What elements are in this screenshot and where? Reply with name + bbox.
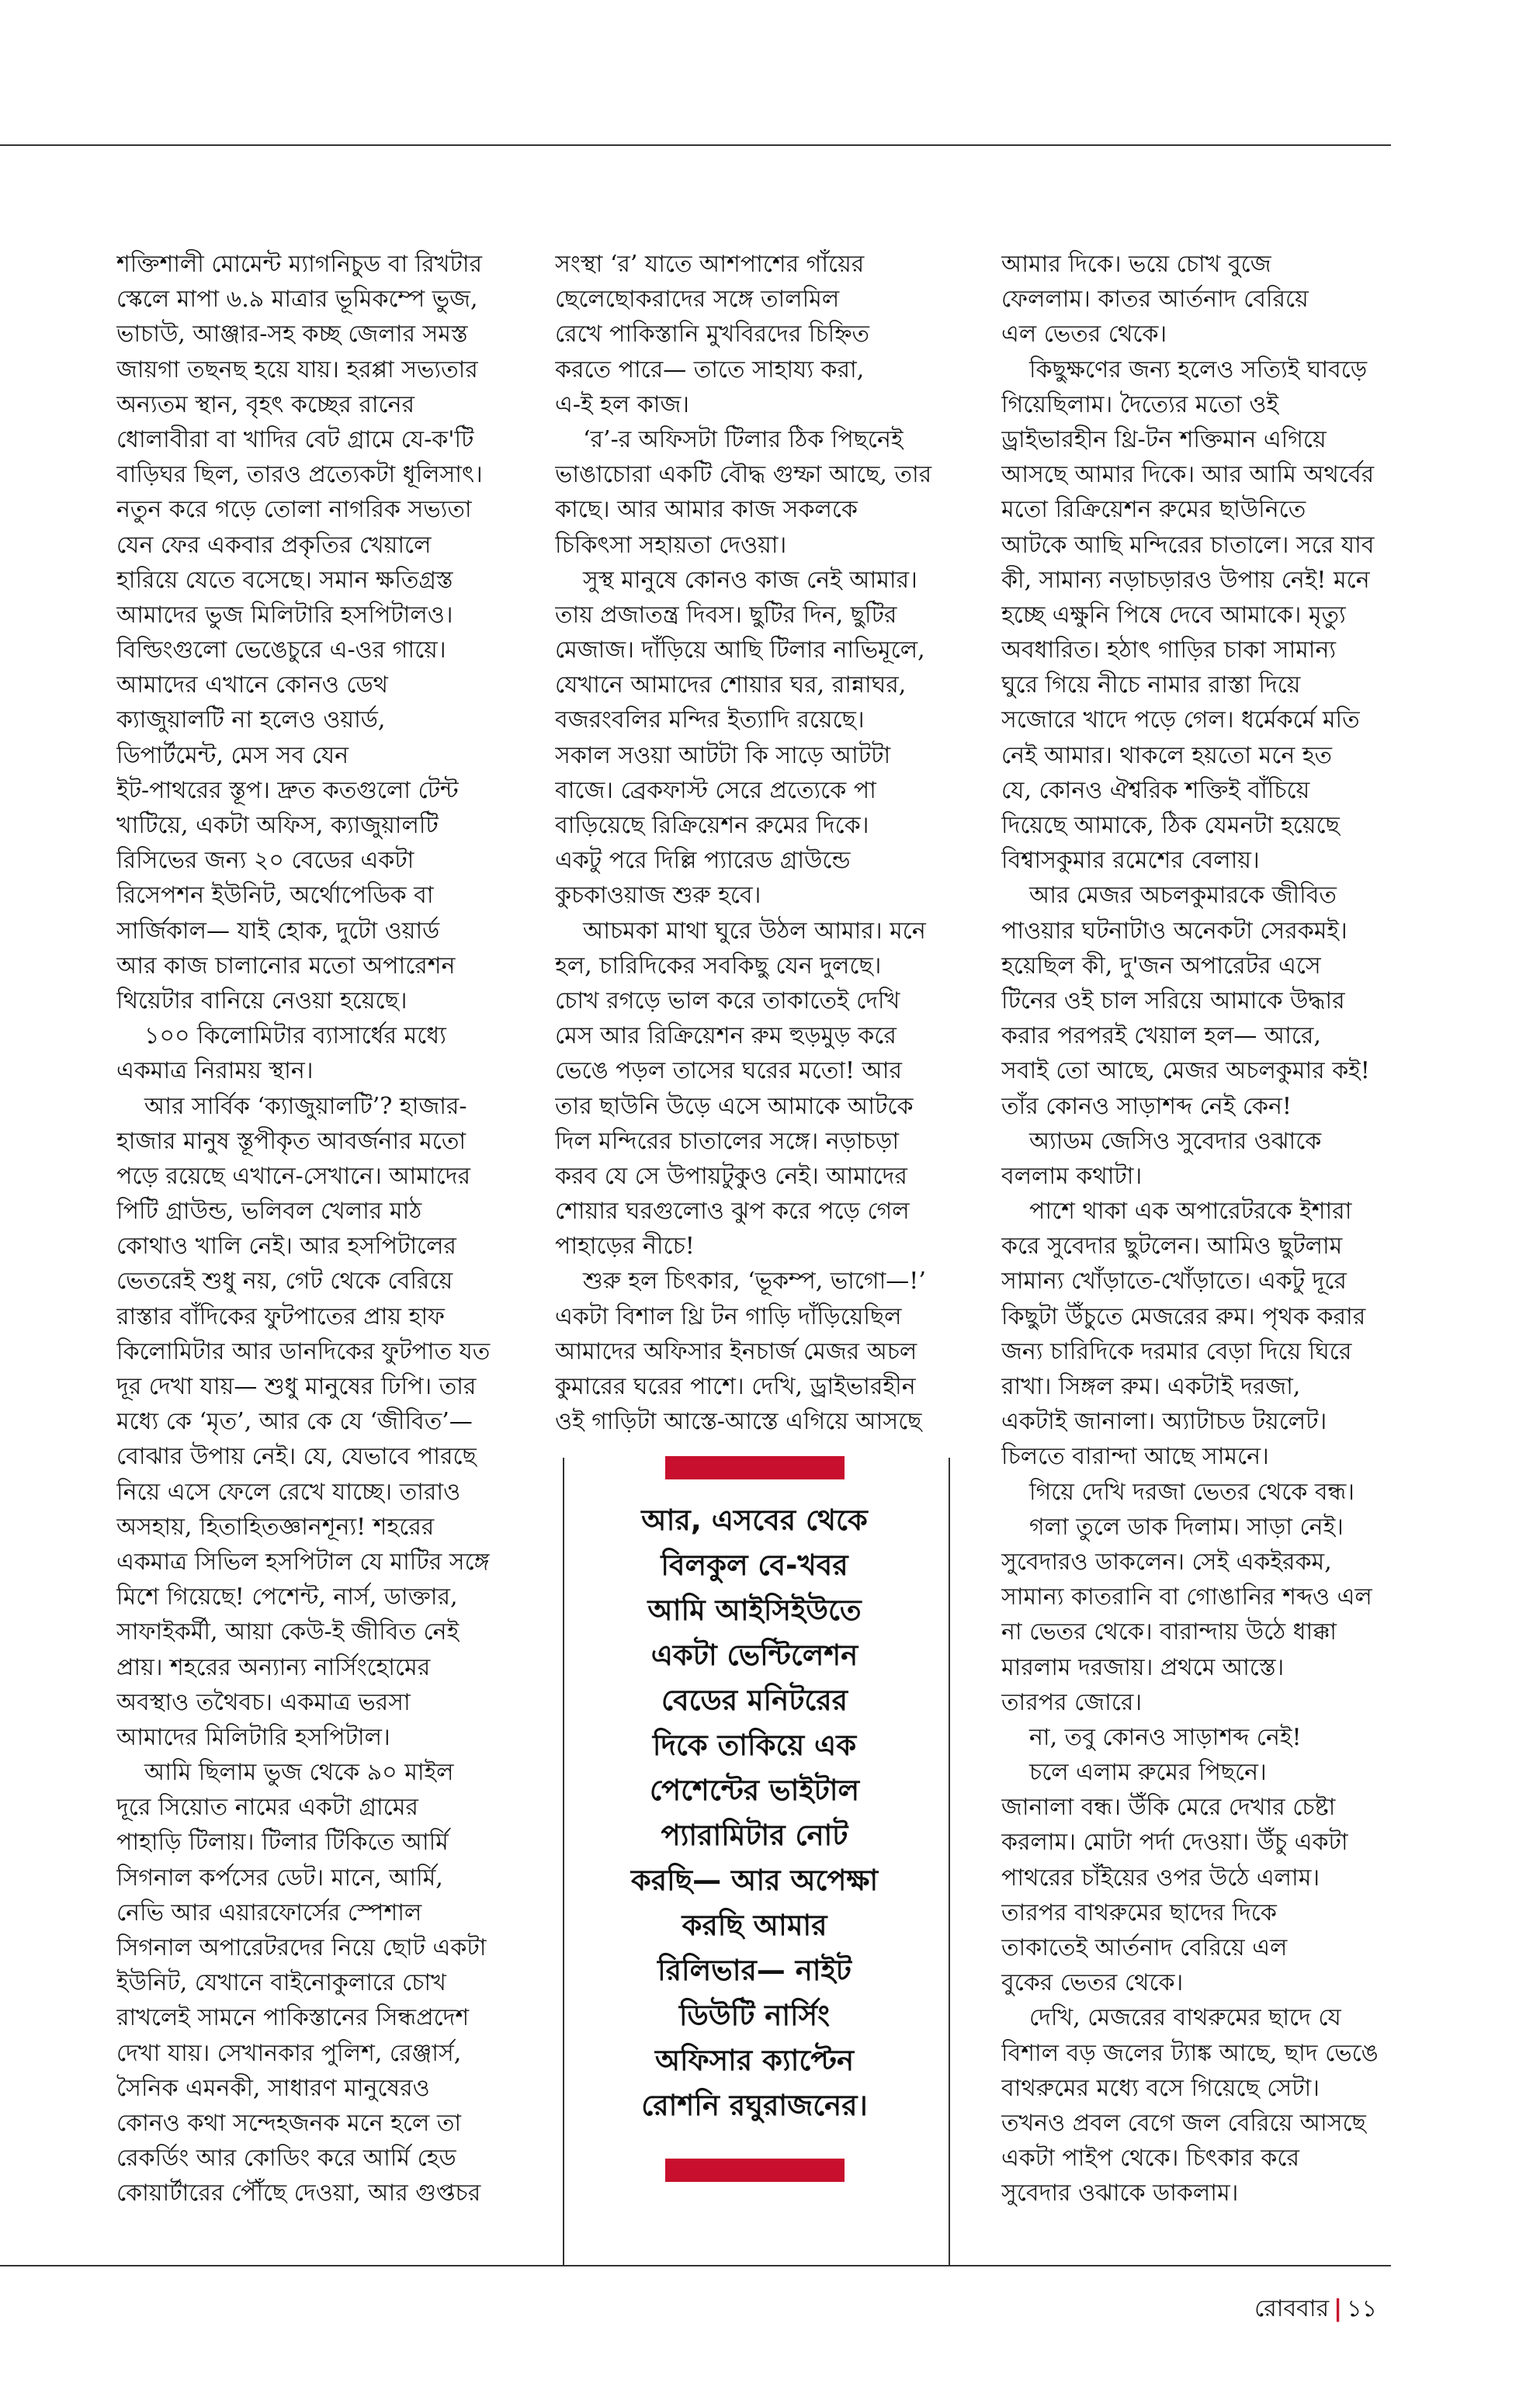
article-line: আমাদের ভুজ মিলিটারি হসপিটালও। [116,601,453,629]
pullquote-line: করছি— আর অপেক্ষা [630,1864,879,1897]
article-line: ধোলাবীরা বা খাদির বেট গ্রামে যে-ক'টি [116,425,474,453]
article-line: পাহাড়ের নীচে! [555,1233,695,1261]
article-line: ‘র’-র অফিসটা টিলার ঠিক পিছনেই [583,425,904,453]
article-line: আমাদের মিলিটারি হসপিটাল। [116,1723,390,1751]
article-line: শোয়ার ঘরগুলোও ঝুপ করে পড়ে গেল [555,1198,910,1226]
article-line: চিলতে বারান্দা আছে সামনে। [1001,1443,1269,1471]
article-line: অ্যাডম জেসিও সুবেদার ওঝাকে [1029,1127,1322,1155]
article-line: কুচকাওয়াজ শুরু হবে। [555,882,761,910]
pullquote-top-bar [665,1456,845,1479]
article-line: তায় প্রজাতন্ত্র দিবস। ছুটির দিন, ছুটির [555,601,897,629]
article-line: কোনও কথা সন্দেহজনক মনে হলে তা [116,2109,462,2137]
article-line: দেখা যায়। সেখানকার পুলিশ, রেঞ্জার্স, [116,2039,462,2067]
article-line: করে সুবেদার ছুটলেন। আমিও ছুটলাম [1001,1233,1343,1261]
pullquote-line: বিলকুল বে-খবর [661,1549,848,1582]
article-line: একমাত্র সিভিল হসপিটাল যে মাটির সঙ্গে [116,1548,490,1576]
article-line: একটু পরে দিল্লি প্যারেড গ্রাউন্ডে [555,847,851,875]
article-line: মেস আর রিক্রিয়েশন রুম হুড়মুড় করে [555,1022,897,1050]
article-line: রাখলেই সামনে পাকিস্তানের সিন্ধপ্রদেশ [116,2004,470,2032]
article-line: টিনের ওই চাল সরিয়ে আমাকে উদ্ধার [1001,987,1345,1014]
article-line: ইউনিট, যেখানে বাইনোকুলারে চোখ [116,1969,446,1997]
article-line: বাজে। ব্রেকফাস্ট সেরে প্রত্যেকে পা [555,776,876,804]
article-line: তাঁর কোনও সাড়াশব্দ নেই কেন! [1001,1092,1292,1120]
footer-separator: | [1334,2295,1343,2322]
article-line: অসহায়, হিতাহিতজ্ঞানশূন্য! শহরের [116,1513,435,1541]
article-line: শক্তিশালী মোমেন্ট ম্যাগনিচুড বা রিখটার [116,251,483,278]
article-line: সবাই তো আছে, মেজর অচলকুমার কই! [1001,1057,1370,1085]
article-line: তখনও প্রবল বেগে জল বেরিয়ে আসছে [1001,2109,1366,2137]
pullquote [584,1498,925,2128]
article-line: সার্জিকাল— যাই হোক, দুটো ওয়ার্ড [116,917,440,945]
article-line: বুকের ভেতর থেকে। [1001,1969,1184,1997]
article-line: সুবেদারও ডাকলেন। সেই একইরকম, [1001,1548,1332,1576]
article-line: শুরু হল চিৎকার, ‘ভূকম্প, ভাগো—!’ [583,1268,926,1295]
article-line: গলা তুলে ডাক দিলাম। সাড়া নেই। [1029,1513,1344,1541]
article-line: সুবেদার ওঝাকে ডাকলাম। [1001,2180,1239,2207]
article-line: আচমকা মাথা ঘুরে উঠল আমার। মনে [583,917,926,945]
pullquote-line: পেশেন্টের ভাইটাল [649,1774,860,1807]
article-line: সিগনাল অপারেটরদের নিয়ে ছোট একটা [116,1934,487,1961]
pullquote-left-rule [563,1458,564,2265]
article-line: ভেঙে পড়ল তাসের ঘরের মতো! আর [555,1057,903,1085]
article-line: কোথাও খালি নেই। আর হসপিটালের [116,1233,456,1261]
article-line: মারলাম দরজায়। প্রথমে আস্তে। [1001,1653,1285,1681]
article-line: কিলোমিটার আর ডানদিকের ফুটপাত যত [116,1337,491,1365]
article-line: বললাম কথাটা। [1001,1162,1143,1190]
article-line: বাথরুমের মধ্যে বসে গিয়েছে সেটা। [1001,2074,1320,2102]
article-line: দেখি, মেজরের বাথরুমের ছাদে যে [1029,2004,1341,2032]
article-line: মেজাজ। দাঁড়িয়ে আছি টিলার নাভিমূলে, [555,636,925,664]
magazine-name: রোববার [1254,2295,1330,2322]
article-line: নেই আমার। থাকলে হয়তো মনে হত [1001,741,1333,769]
article-line: পিটি গ্রাউন্ড, ভলিবল খেলার মাঠ [116,1198,422,1226]
article-line: রেকর্ডিং আর কোডিং করে আর্মি হেড [116,2145,456,2173]
article-line: ইট-পাথরের স্তূপ। দ্রুত কতগুলো টেন্ট [116,776,459,804]
article-line: সামান্য খোঁড়াতে-খোঁড়াতে। একটু দূরে [1001,1268,1347,1295]
article-line: তাকাতেই আর্তনাদ বেরিয়ে এল [1001,1934,1288,1961]
article-line: বিল্ডিংগুলো ভেঙেচুরে এ-ওর গায়ে। [116,636,446,664]
article-line: হচ্ছে এক্ষুনি পিষে দেবে আমাকে। মৃত্যু [1001,601,1346,629]
article-line: ঘুরে গিয়ে নীচে নামার রাস্তা দিয়ে [1001,671,1301,699]
article-column-2 [555,247,959,1439]
article-line: মতো রিক্রিয়েশন রুমের ছাউনিতে [1001,496,1306,524]
article-line: কুমারের ঘরের পাশে। দেখি, ড্রাইভারহীন [555,1373,916,1400]
article-line: অবস্থাও তথৈবচ। একমাত্র ভরসা [116,1688,411,1716]
article-line: করতে পারে— তাতে সাহায্য করা, [555,355,865,383]
article-line: হাজার মানুষ স্তূপীকৃত আবর্জনার মতো [116,1127,467,1155]
article-line: সৈনিক এমনকী, সাধারণ মানুষেরও [116,2074,430,2102]
article-line: আর সার্বিক ‘ক্যাজুয়ালটি’? হাজার- [144,1092,467,1120]
article-column-1 [116,247,520,2211]
pullquote-line: আমি আইসিইউতে [647,1594,862,1627]
top-rule [0,144,1391,146]
article-line: গিয়েছিলাম। দৈত্যের মতো ওই [1001,390,1279,418]
article-line: ক্যাজুয়ালটি না হলেও ওয়ার্ড, [116,706,386,734]
article-line: সিগনাল কর্পসের ডেট। মানে, আর্মি, [116,1864,443,1892]
article-line: বাড়িয়েছে রিক্রিয়েশন রুমের দিকে। [555,812,869,839]
article-line: দিয়েছে আমাকে, ঠিক যেমনটা হয়েছে [1001,812,1340,839]
article-line: যে, কোনও ঐশ্বরিক শক্তিই বাঁচিয়ে [1001,776,1310,804]
article-line: সুস্থ মানুষে কোনও কাজ নেই আমার। [583,566,917,594]
article-line: কোয়ার্টারের পৌঁছে দেওয়া, আর গুপ্তচর [116,2180,481,2207]
article-line: তারপর বাথরুমের ছাদের দিকে [1001,1899,1277,1927]
article-line: মিশে গিয়েছে! পেশেন্ট, নার্স, ডাক্তার, [116,1583,458,1611]
article-line: সকাল সওয়া আটটা কি সাড়ে আটটা [555,741,891,769]
article-line: একমাত্র নিরাময় স্থান। [116,1057,314,1085]
article-line: হারিয়ে যেতে বসেছে। সমান ক্ষতিগ্রস্ত [116,566,453,594]
bottom-rule [0,2265,1391,2266]
article-line: থিয়েটার বানিয়ে নেওয়া হয়েছে। [116,987,408,1014]
pullquote-line: করছি আমার [682,1909,827,1942]
article-line: আর কাজ চালানোর মতো অপারেশন [116,952,456,980]
article-line: সামান্য কাতরানি বা গোঙানির শব্দও এল [1001,1583,1372,1611]
article-line: রাখা। সিঙ্গল রুম। একটাই দরজা, [1001,1373,1301,1400]
article-line: দিল মন্দিরের চাতালের সঙ্গে। নড়াচড়া [555,1127,900,1155]
article-line: পাথরের চাঁইয়ের ওপর উঠে এলাম। [1001,1864,1320,1892]
page-number: ১১ [1347,2295,1377,2322]
article-line: জানালা বন্ধ। উঁকি মেরে দেখার চেষ্টা [1001,1794,1336,1822]
article-line: ভাচাউ, আঞ্জার-সহ কচ্ছ জেলার সমস্ত [116,321,468,349]
article-line: ভেতরেই শুধু নয়, গেট থেকে বেরিয়ে [116,1268,453,1295]
article-line: একটাই জানালা। অ্যাটাচড টয়লেট। [1001,1408,1327,1436]
article-line: করার পরপরই খেয়াল হল— আরে, [1001,1022,1321,1050]
article-line: আর মেজর অচলকুমারকে জীবিত [1029,882,1337,910]
article-line: রিসেপশন ইউনিট, অর্থোপেডিক বা [116,882,434,910]
article-line: মধ্যে কে ‘মৃত’, আর কে যে ‘জীবিত’— [116,1408,473,1436]
article-line: অবধারিত। হঠাৎ গাড়ির চাকা সামান্য [1001,636,1337,664]
article-line: এল ভেতর থেকে। [1001,321,1167,349]
article-line: নিয়ে এসে ফেলে রেখে যাচ্ছে। তারাও [116,1478,461,1506]
article-line: রিসিভের জন্য ২০ বেডের একটা [116,847,414,875]
pullquote-line: দিকে তাকিয়ে এক [652,1729,857,1762]
article-line: পাহাড়ি টিলায়। টিলার টিকিতে আর্মি [116,1829,449,1857]
article-line: পাশে থাকা এক অপারেটরকে ইশারা [1029,1198,1352,1226]
article-line: যেন ফের একবার প্রকৃতির খেয়ালে [116,531,432,559]
article-line: জন্য চারিদিকে দরমার বেড়া দিয়ে ঘিরে [1001,1337,1352,1365]
article-line: বিশাল বড় জলের ট্যাঙ্ক আছে, ছাদ ভেঙে [1001,2039,1379,2067]
article-line: কাছে। আর আমার কাজ সকলকে [555,496,858,524]
article-line: অন্যতম স্থান, বৃহৎ কচ্ছের রানের [116,390,415,418]
article-line: গিয়ে দেখি দরজা ভেতর থেকে বন্ধ। [1029,1478,1355,1506]
article-line: খাটিয়ে, একটা অফিস, ক্যাজুয়ালটি [116,812,439,839]
article-line: আমি ছিলাম ভুজ থেকে ৯০ মাইল [144,1759,454,1787]
article-line: চিকিৎসা সহায়তা দেওয়া। [555,531,787,559]
pullquote-line: অফিসার ক্যাপ্টেন [654,2044,855,2077]
article-line: ছেলেছোকরাদের সঙ্গে তালমিল [555,286,840,314]
article-line: একটা পাইপ থেকে। চিৎকার করে [1001,2145,1299,2173]
article-line: ডিপার্টমেন্ট, মেস সব যেন [116,741,349,769]
article-line: প্রায়। শহরের অন্যান্য নার্সিংহোমের [116,1653,431,1681]
article-line: ১০০ কিলোমিটার ব্যাসার্ধের মধ্যে [144,1022,446,1050]
article-line: ভাঙাচোরা একটি বৌদ্ধ গুম্ফা আছে, তার [555,461,932,489]
article-line: সাফাইকর্মী, আয়া কেউ-ই জীবিত নেই [116,1618,460,1646]
article-line: বোঝার উপায় নেই। যে, যেভাবে পারছে [116,1443,477,1471]
article-line: না ভেতর থেকে। বারান্দায় উঠে ধাক্কা [1001,1618,1337,1646]
article-line: ওই গাড়িটা আস্তে-আস্তে এগিয়ে আসছে [555,1408,922,1436]
pullquote-line: ডিউটি নার্সিং [678,1999,831,2032]
article-line: যেখানে আমাদের শোয়ার ঘর, রান্নাঘর, [555,671,907,699]
article-line: আমার দিকে। ভয়ে চোখ বুজে [1001,251,1271,278]
article-line: জায়গা তছনছ হয়ে যায়। হরপ্পা সভ্যতার [116,355,478,383]
article-line: করলাম। মোটা পর্দা দেওয়া। উঁচু একটা [1001,1829,1348,1857]
article-line: তারপর জোরে। [1001,1688,1143,1716]
article-line: বজরংবলির মন্দির ইত্যাদি রয়েছে। [555,706,865,734]
article-line: ফেললাম। কাতর আর্তনাদ বেরিয়ে [1001,286,1309,314]
article-line: আটকে আছি মন্দিরের চাতালে। সরে যাব [1001,531,1375,559]
article-line: কী, সামান্য নড়াচড়ারও উপায় নেই! মনে [1001,566,1370,594]
article-line: বাড়িঘর ছিল, তারও প্রত্যেকটা ধূলিসাৎ। [116,461,483,489]
article-line: একটা বিশাল থ্রি টন গাড়ি দাঁড়িয়েছিল [555,1302,902,1330]
article-line: কিছুটা উঁচুতে মেজরের রুম। পৃথক করার [1001,1302,1366,1330]
article-line: আমাদের এখানে কোনও ডেথ [116,671,388,699]
pullquote-bottom-bar [665,2159,845,2182]
article-line: আমাদের অফিসার ইনচার্জ মেজর অচল [555,1337,917,1365]
article-line: আসছে আমার দিকে। আর আমি অথর্বের [1001,461,1375,489]
article-line: সংস্থা ‘র’ যাতে আশপাশের গাঁয়ের [555,251,865,278]
pullquote-line: বেডের মনিটরের [661,1684,848,1717]
article-line: ড্রাইভারহীন থ্রি-টন শক্তিমান এগিয়ে [1001,425,1327,453]
article-line: কিছুক্ষণের জন্য হলেও সত্যিই ঘাবড়ে [1029,355,1368,383]
pullquote-line: রোশনি রঘুরাজনের। [641,2089,868,2122]
article-line: নেভি আর এয়ারফোর্সের স্পেশাল [116,1899,422,1927]
page-footer [1254,2290,1377,2329]
pullquote-line: একটা ভেন্টিলেশন [650,1639,858,1672]
pullquote-line: আর, এসবের থেকে [641,1503,868,1537]
article-line: সজোরে খাদে পড়ে গেল। ধর্মেকর্মে মতি [1001,706,1360,734]
article-line: দূরে সিয়োত নামের একটা গ্রামের [116,1794,418,1822]
article-line: না, তবু কোনও সাড়াশব্দ নেই! [1029,1723,1302,1751]
article-line: রাস্তার বাঁদিকের ফুটপাতের প্রায় হাফ [116,1302,445,1330]
article-line: এ-ই হল কাজ। [555,390,690,418]
article-line: চোখ রগড়ে ভাল করে তাকাতেই দেখি [555,987,900,1014]
article-column-3 [1001,247,1405,2211]
pullquote-line: প্যারামিটার নোট [661,1819,848,1852]
article-line: পড়ে রয়েছে এখানে-সেখানে। আমাদের [116,1162,470,1190]
article-line: হয়েছিল কী, দু'জন অপারেটর এসে [1001,952,1321,980]
article-line: হল, চারিদিকের সবকিছু যেন দুলছে। [555,952,882,980]
article-line: দূর দেখা যায়— শুধু মানুষের ঢিপি। তার [116,1373,477,1400]
article-line: স্কেলে মাপা ৬.৯ মাত্রার ভূমিকম্পে ভুজ, [116,286,478,314]
article-line: পাওয়ার ঘটনাটাও অনেকটা সেরকমই। [1001,917,1348,945]
pullquote-line: রিলিভার— নাইট [657,1954,852,1987]
article-line: চলে এলাম রুমের পিছনে। [1029,1759,1267,1787]
article-line: নতুন করে গড়ে তোলা নাগরিক সভ্যতা [116,496,472,524]
article-line: করব যে সে উপায়টুকুও নেই। আমাদের [555,1162,907,1190]
pullquote-right-rule [949,1458,950,2265]
article-line: তার ছাউনি উড়ে এসে আমাকে আটকে [555,1092,914,1120]
article-line: বিশ্বাসকুমার রমেশের বেলায়। [1001,847,1260,875]
article-line: রেখে পাকিস্তানি মুখবিরদের চিহ্নিত [555,321,870,349]
